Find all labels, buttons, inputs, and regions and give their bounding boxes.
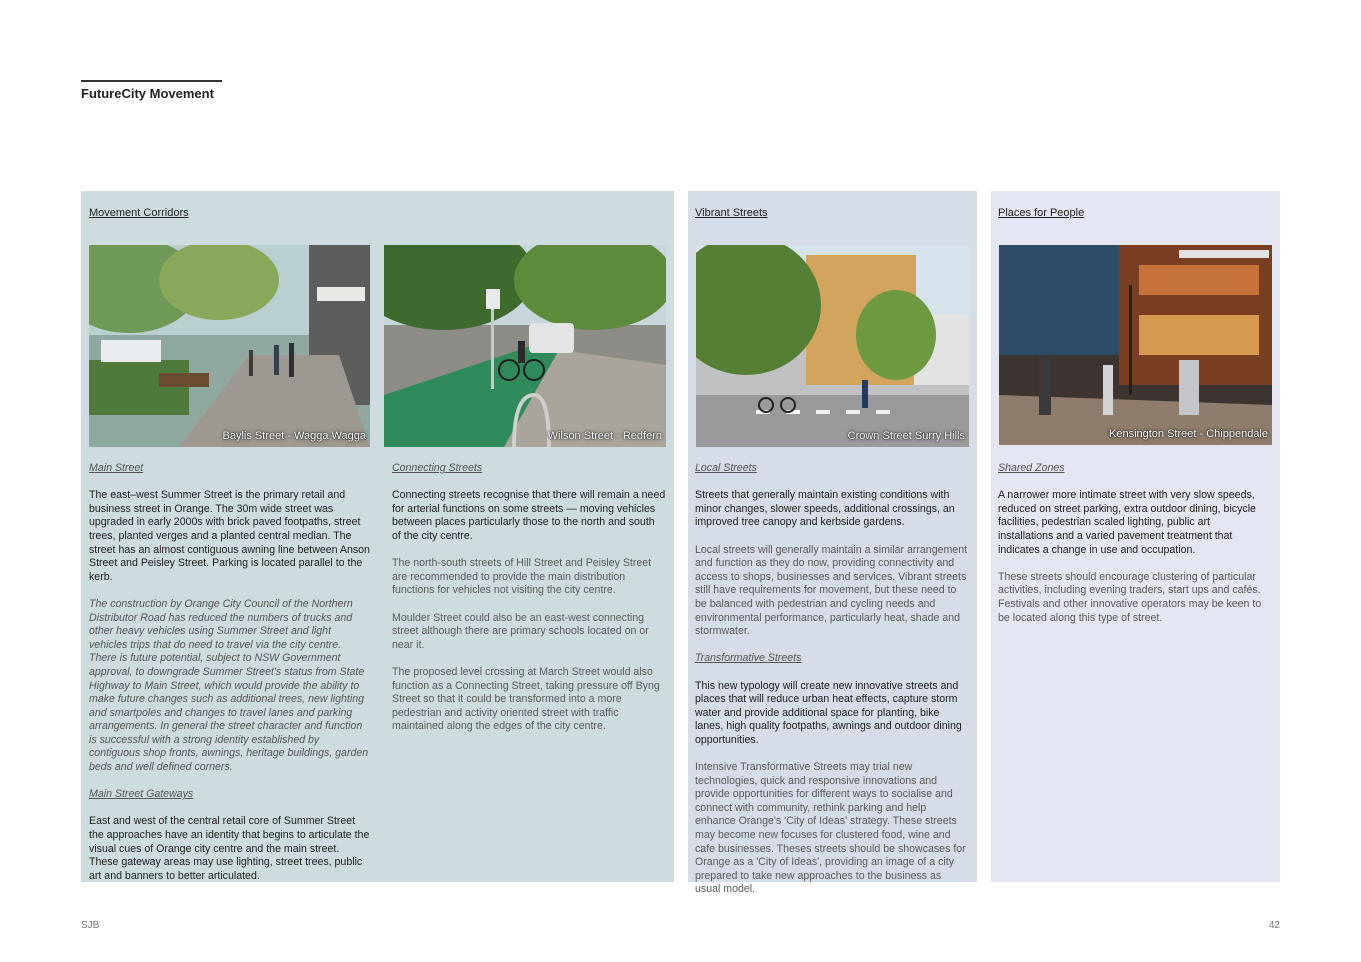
page-number: 42 — [1268, 920, 1280, 931]
shared-zones-body: These streets should encourage clustering of particular activities, including evening traders, start ups and cafés. Festivals and other innovative operators may be keen to be located along this type of street. — [998, 570, 1262, 624]
connecting-streets-body-3: The proposed level crossing at March Street would also function as a Connecting Street, taking pressure off Byng Street so that it could be transformed into a more pedestrian and activity oriented street with traffic maintained along the edges of the city centre. — [392, 665, 660, 733]
main-street-heading: Main Street — [89, 462, 144, 474]
connecting-streets-column — [392, 462, 666, 747]
transformative-streets-body: Intensive Transformative Streets may trial new technologies, quick and responsive innovations and provide opportunities for different ways to socialise and connect with community, rethink parking and help enhance Orange's 'City of Ideas' strategy. These streets may become new focuses for clustered food, wine and cafe businesses. Theses streets should be showcases for Orange as a 'City of Ideas', providing an image of a city prepared to take new approaches to the business as usual model. — [695, 761, 966, 896]
wilson-street-illustration — [384, 245, 666, 447]
crown-street-illustration — [696, 245, 969, 447]
wilson-street-caption: Wilson Street - Redfern — [547, 430, 662, 442]
crown-street-photo — [696, 245, 969, 447]
shared-zones-heading: Shared Zones — [998, 462, 1065, 474]
places-for-people-panel — [991, 191, 1280, 882]
vibrant-streets-column — [695, 462, 969, 911]
connecting-streets-body-1: The north-south streets of Hill Street and Peisley Street are recommended to provide the main distribution functions for vehicles not visiting the city centre. — [392, 557, 652, 597]
page-title: FutureCity Movement — [81, 86, 214, 101]
crown-street-caption: Crown Street Surry Hills — [847, 430, 965, 442]
baylis-street-caption: Baylis Street - Wagga Wagga — [222, 430, 366, 442]
baylis-street-photo — [89, 245, 370, 447]
shared-zones-lead: A narrower more intimate street with very slow speeds, reduced on street parking, extra outdoor dining, bicycle facilities, pedestrian scaled lighting, public art installations and a varied pavement treatment that indicates a change in use and occupation. — [998, 489, 1256, 556]
connecting-streets-heading: Connecting Streets — [392, 462, 483, 474]
title-rule — [81, 80, 222, 82]
main-street-lead: The east–west Summer Street is the primary retail and business street in Orange. The 30m wide street was upgraded in early 2000s with brick paved footpaths, street trees, planted verges and a planted central median. The street has an almost contiguous awning line between Anson Street and Peisley Street. Parking is located parallel to the kerb. — [89, 489, 370, 583]
vibrant-streets-heading: Vibrant Streets — [695, 207, 768, 219]
kensington-street-illustration — [999, 245, 1272, 445]
vibrant-streets-panel — [688, 191, 977, 896]
baylis-street-illustration — [89, 245, 370, 447]
local-streets-lead: Streets that generally maintain existing conditions with minor changes, slower speeds, additional crossings, an improved tree canopy and kerbside gardens. — [695, 489, 955, 529]
transformative-streets-lead: This new typology will create new innovative streets and places that will reduce urban heat effects, capture storm water and provide additional space for planting, bike lanes, high quality footpaths, awnings and outdoor dining opportunities. — [695, 679, 962, 746]
connecting-streets-lead: Connecting streets recognise that there will remain a need for arterial functions on some streets — moving vehicles between places particularly those to the north and south of the city centre. — [392, 489, 666, 542]
main-street-column — [89, 462, 371, 897]
main-street-gateways-lead: East and west of the central retail core of Summer Street the approaches have an identity that begins to articulate the visual cues of Orange city centre and the main street. These gateway areas may use lighting, street trees, public art and banners to better articulated. — [89, 815, 370, 882]
places-for-people-column — [998, 462, 1268, 639]
kensington-street-photo — [999, 245, 1272, 445]
movement-corridors-heading: Movement Corridors — [89, 207, 189, 219]
local-streets-body: Local streets will generally maintain a similar arrangement and function as they do now, providing connectivity and access to shops, businesses and services. Vibrant streets still have requirements for movement, but these need to be balanced with pedestrian and cycling needs and environmental performance, particularly heat, shade and stormwater. — [695, 543, 968, 638]
main-street-body: The construction by Orange City Council of the Northern Distributor Road has reduced the numbers of trucks and other heavy vehicles using Summer Street and light vehicles trips that do need to travel via the city centre. There is future potential, subject to NSW Government approval, to downgrade Summer Street's status from State Highway to Main Street, which would provide the ability to make future changes such as additional trees, new lighting and smartpoles and changes to travel lanes and parking arrangements. In general the street character and function is successful with a strong identity established by contiguous shop fronts, awnings, heritage buildings, garden beds and well defined corners. — [89, 597, 369, 774]
main-street-gateways-heading: Main Street Gateways — [89, 788, 194, 801]
connecting-streets-body-2: Moulder Street could also be an east-west connecting street although there are primary schools located on or near it. — [392, 611, 649, 651]
footer-brand: SJB — [81, 920, 100, 931]
places-for-people-heading: Places for People — [998, 207, 1085, 219]
local-streets-heading: Local Streets — [695, 462, 757, 474]
movement-corridors-panel — [81, 191, 674, 882]
transformative-streets-heading: Transformative Streets — [695, 652, 802, 665]
wilson-street-photo — [384, 245, 666, 447]
kensington-street-caption: Kensington Street - Chippendale — [1109, 428, 1268, 440]
